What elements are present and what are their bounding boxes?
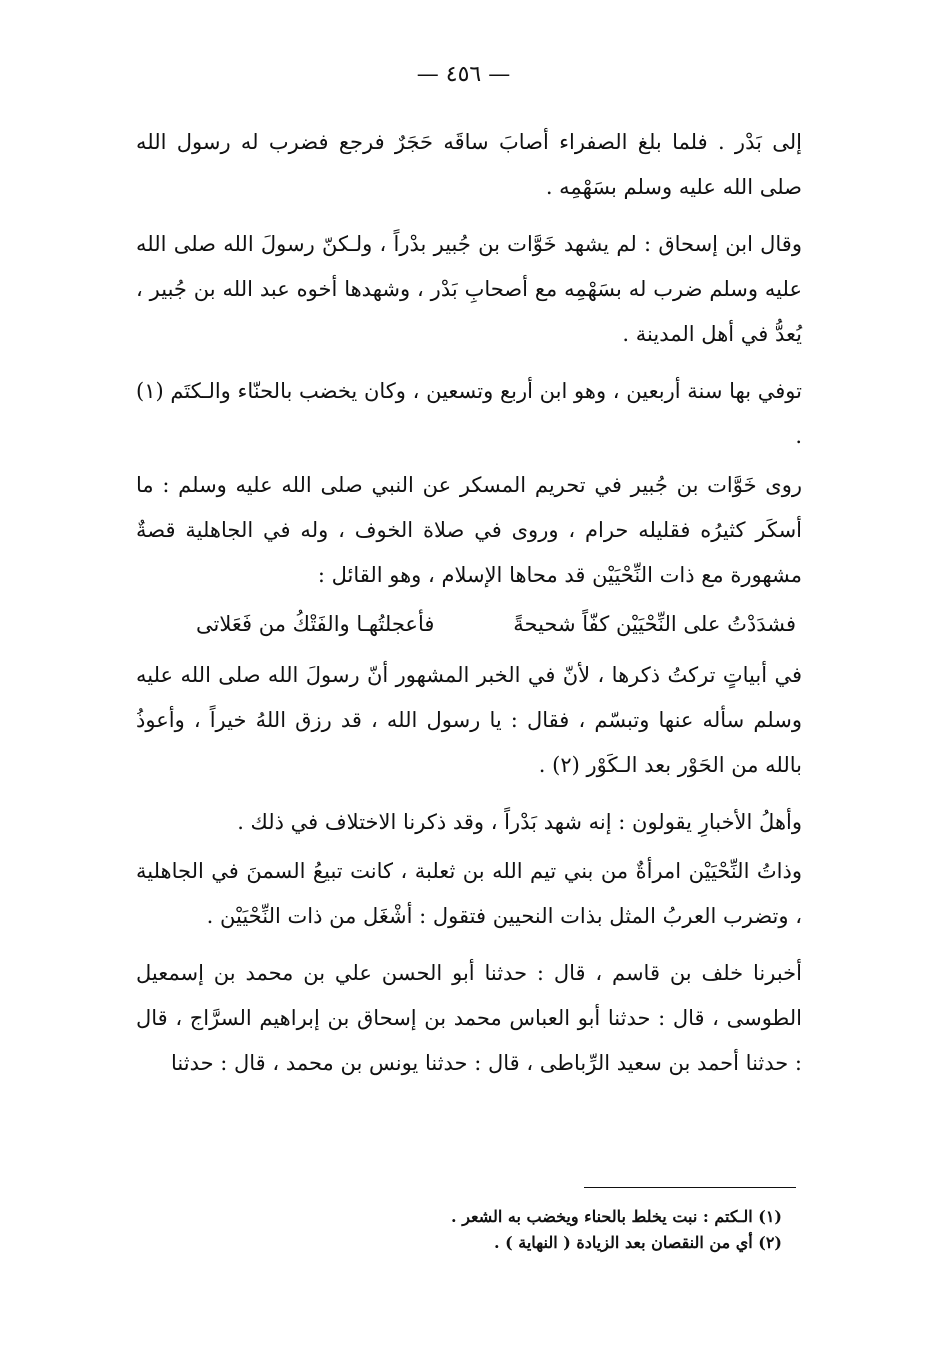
paragraph: أخبرنا خلف بن قاسم ، قال : حدثنا أبو الحسن علي بن محمد بن إسمعيل الطوسى ، قال : حدثنا أبو العباس محمد بن إسحاق بن إبراهيم السرَّاج ، قال : حدثنا أحمد بن سعيد الرِّباطى ، قال : حدثنا يونس بن محمد ، قال : حدثنا: [136, 961, 802, 1075]
paragraph: توفي بها سنة أربعين ، وهو ابن أربع وتسعين ، وكان يخضب بالحنّاء والـكتَم (١) .: [136, 379, 802, 448]
paragraph: روى خَوَّات بن جُبير في تحريم المسكر عن النبي صلى الله عليه وسلم : ما أسكَر كثيرُه فقليله حرام ، وروى في صلاة الخوف ، وله في الجاهلية قصةٌ مشهورة مع ذات النِّحْيَيْن قد محاها الإسلام ، وهو القائل :: [136, 473, 802, 587]
verse-first-hemistich: فشدَدْتُ على النِّحْيَيْن كفّاً شحيحةً: [513, 612, 796, 636]
paragraph: وقال ابن إسحاق : لم يشهد خَوَّات بن جُبير بدْراً ، ولـكنّ رسولَ الله صلى الله عليه وسلم ضرب له بسَهْمِه مع أصحابِ بَدْر ، وشهدها أخوه عبد الله بن جُبير ، يُعدُّ في أهل المدينة .: [136, 232, 802, 346]
footnote-divider: [584, 1187, 796, 1188]
footnotes: [136, 1204, 782, 1256]
poetry-verse: [136, 602, 802, 647]
paragraph: وذاتُ النِّحْيَيْن امرأةٌ من بني تيم الله بن ثعلبة ، كانت تبيعُ السمنَ في الجاهلية ، وتضرب العربُ المثل بذات النحيين فتقول : أشْغَل من ذات النِّحْيَيْن .: [136, 859, 802, 928]
verse-second-hemistich: فأعجلتُهـا والفَتْكُ من فَعَلاتى: [196, 612, 435, 636]
paragraph: إلى بَدْر . فلما بلغ الصفراء أصابَ ساقَه حَجَرٌ فرجع فضرب له رسول الله صلى الله عليه وسلم بسَهْمِه .: [136, 130, 802, 199]
main-text: [136, 120, 802, 1098]
footnote: (١) الـكتم : نبت يخلط بالحناء ويخضب به الشعر .: [451, 1207, 782, 1226]
footnote: (٢) أي من النقصان بعد الزيادة ( النهاية ) .: [493, 1233, 782, 1252]
paragraph: وأهلُ الأخبارِ يقولون : إنه شهد بَدْراً ، وقد ذكرنا الاختلاف في ذلك .: [237, 810, 802, 834]
page-number: — ٤٥٦ —: [416, 62, 511, 87]
paragraph: في أبياتٍ تركتُ ذكرها ، لأنّ في الخبر المشهور أنّ رسولَ الله صلى الله عليه وسلم سأله عنها وتبسّم ، فقال : يا رسول الله ، قد رزق اللهُ خيراً ، وأعوذُ بالله من الحَوْر بعد الـكَوْر (٢) .: [136, 663, 802, 777]
